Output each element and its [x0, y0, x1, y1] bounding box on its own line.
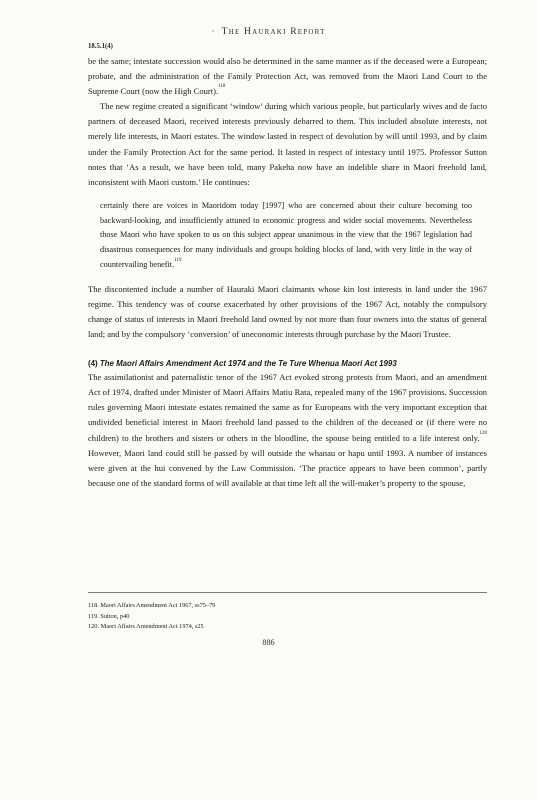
footnote-ref-119[interactable]: 119: [174, 258, 182, 264]
head-dot: ·: [211, 26, 216, 36]
paragraph-2: [88, 99, 487, 190]
paragraph-1: [88, 54, 487, 99]
paragraph-4b-text: However, Maori land could still be passed by will outside the whanau or hapu until 1993. A number of instances were given at the hui convened by the Law Commission. ‘The practice appears to have been common’, partly because one of the standard forms of will available at that time left all the will-maker’s property to the spouse,: [88, 447, 487, 488]
subheading-number: (4): [88, 359, 98, 369]
paragraph-4a-text: The assimilationist and paternalistic tenor of the 1967 Act evoked strong protests from Maori, and an amendment Act of 1974, drafted under Minister of Maori Affairs Matiu Rata, repealed many of the 1967 provisions. Succession rules governing Maori intestate estates remained the same as for Europeans with the very important exception that undivided beneficial interest in Maori freehold land passed to the children of the deceased or (if there were no children) to the brothers and sisters or others in the bloodline, the spouse being entitled to a life interest only.: [88, 372, 487, 443]
footnote-ref-118[interactable]: 118: [218, 84, 226, 90]
footnote-119: 119. Sutton, p40: [88, 612, 130, 620]
block-quote-text: certainly there are voices in Maoridom today [1997] who are concerned about their culture becoming too backward-looking, and insufficiently attuned to economic progress and wider social movements. Nevertheless those Maori who have spoken to us on this subject appear unanimous in the view that the 1967 legislation had disastrous consequences for many individuals and groups holding blocks of land, with very little in the way of countervailing benefit.: [100, 200, 472, 270]
running-title: The Hauraki Report: [221, 26, 326, 37]
section-number: 18.5.1(4): [88, 43, 113, 50]
running-head: [0, 26, 537, 37]
paragraph-4: [88, 370, 487, 491]
page-number: 886: [262, 638, 275, 647]
body-text: [88, 54, 487, 491]
block-quote: [100, 199, 472, 273]
paragraph-2-text: The new regime created a significant ‘window’ during which various people, but particularly wives and de facto partners of deceased Maori, received interests previously debarred to them. This included absolute interests, not merely life interests, in Maori estates. The window lasted in respect of devolution by will until 1993, and by claim under the Family Protection Act for the same period. It lasted in respect of intestacy until 1975. Professor Sutton notes that ‘As a result, we have been told, many Pakeha now have an indelible share in Maori freehold land, inconsistent with Maori custom.’ He continues:: [88, 101, 487, 187]
subheading-text: The Maori Affairs Amendment Act 1974 and the Te Ture Whenua Maori Act 1993: [99, 359, 397, 369]
footnote-ref-120[interactable]: 120: [479, 430, 487, 436]
footnote-divider: [88, 592, 487, 593]
subheading: [88, 357, 487, 370]
footnote-120: 120. Maori Affairs Amendment Act 1974, s25: [88, 623, 204, 630]
paragraph-1-text: be the same; intestate succession would also be determined in the same manner as if the deceased were a European; probate, and the administration of the Family Protection Act, was removed from the Maori Land Court to the Supreme Court (now the High Court).: [88, 56, 487, 97]
paragraph-3-text: The discontented include a number of Hauraki Maori claimants whose kin lost interests in land under the 1967 regime. This tendency was of course exacerbated by other provisions of the 1967 Act, notably the compulsory change of status of interests in Maori freehold land owned by not more than four owners into the status of general land; and by the compulsory ‘conversion’ of uneconomic interests through purchase by the Maori Trustee.: [88, 283, 487, 340]
footnote-118: 118. Maori Affairs Amendment Act 1967, ss75–79: [88, 602, 216, 609]
footnotes: [88, 601, 487, 633]
paragraph-3: [88, 282, 487, 342]
